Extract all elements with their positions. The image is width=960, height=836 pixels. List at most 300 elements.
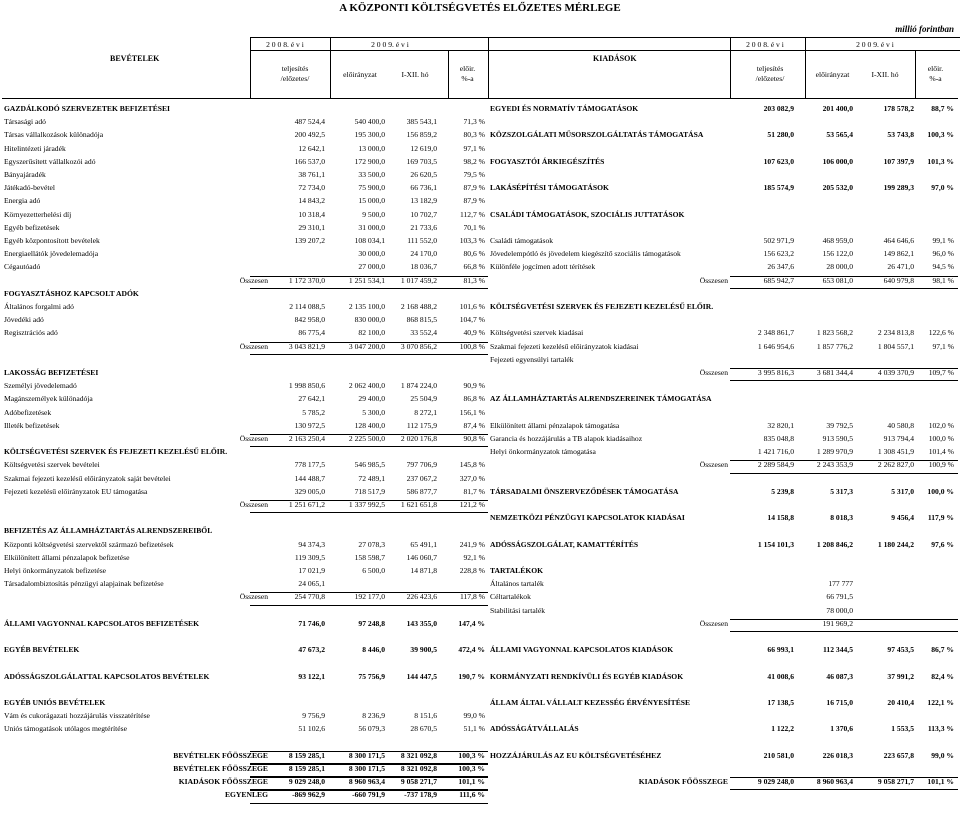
value-cell: 156 623,2 xyxy=(763,249,794,259)
total-label: Összesen xyxy=(239,500,268,509)
value-cell: 28 670,5 xyxy=(410,724,437,734)
value-cell: 27 078,3 xyxy=(358,539,385,549)
row-label: Adóbefizetések xyxy=(4,407,52,417)
value-cell: 26 347,6 xyxy=(767,262,794,272)
value-cell: 101,3 % xyxy=(927,156,954,166)
value-cell: 718 517,9 xyxy=(354,486,385,496)
row-rule xyxy=(250,500,488,501)
value-cell: 28 000,0 xyxy=(826,262,853,272)
section-heading: LAKOSSÁG BEFIZETÉSEI xyxy=(4,368,99,377)
row-rule xyxy=(250,592,488,593)
value-cell: 26 471,0 xyxy=(887,262,914,272)
total-label: Összesen xyxy=(699,618,728,628)
value-cell: 685 942,7 xyxy=(763,275,794,285)
value-cell: 9 756,9 xyxy=(302,711,325,721)
value-cell: 8 960 963,4 xyxy=(816,777,853,787)
row-label: Jövedéki adó xyxy=(4,315,44,325)
value-cell: 2 163 250,4 xyxy=(288,434,325,443)
value-cell: 16 715,0 xyxy=(826,698,853,707)
value-cell: 112 175,9 xyxy=(406,420,437,430)
row-rule xyxy=(730,619,958,620)
value-cell: 100,3 % xyxy=(927,130,954,140)
value-cell: 139 207,2 xyxy=(294,236,325,245)
value-cell: 468 959,0 xyxy=(822,236,853,245)
value-cell: 39 900,5 xyxy=(410,645,437,655)
value-cell: 65 491,1 xyxy=(410,539,437,549)
value-cell: 2 234 813,8 xyxy=(877,328,914,338)
row-label: Általános forgalmi adó xyxy=(4,302,74,311)
value-cell: 200 492,5 xyxy=(294,130,325,140)
value-cell: 99,0 % xyxy=(463,711,485,721)
value-cell: 101,4 % xyxy=(928,447,954,457)
value-cell: 31 000,0 xyxy=(358,222,385,232)
value-cell: 546 985,5 xyxy=(354,460,385,470)
value-cell: 146 060,7 xyxy=(406,552,437,562)
value-cell: 8 159 285,1 xyxy=(288,764,325,773)
value-cell: 5 239,8 xyxy=(771,486,794,496)
value-cell: 71,3 % xyxy=(463,117,485,127)
value-cell: 385 543,1 xyxy=(406,117,437,127)
value-cell: 29 400,0 xyxy=(358,394,385,404)
value-cell: 66 993,1 xyxy=(767,645,794,655)
value-cell: 17 021,9 xyxy=(298,566,325,575)
value-cell: 12 642,1 xyxy=(298,143,325,153)
value-cell: 88,7 % xyxy=(931,104,954,113)
row-rule xyxy=(250,803,488,804)
value-cell: 122,1 % xyxy=(927,698,954,707)
value-cell: 21 733,6 xyxy=(410,222,437,232)
value-cell: 241,9 % xyxy=(459,539,485,549)
value-cell: 87,4 % xyxy=(463,420,485,430)
value-cell: 210 581,0 xyxy=(763,750,794,760)
value-cell: 1 874 224,0 xyxy=(400,381,437,391)
value-cell: 9 058 271,7 xyxy=(877,777,914,787)
section-heading: KÖLTSÉGVETÉSI SZERVEK ÉS FEJEZETI KEZELÉSŰ ELŐIR. xyxy=(4,447,228,457)
value-cell: 226 018,3 xyxy=(822,750,853,760)
value-cell: 90,9 % xyxy=(463,381,485,391)
value-cell: 46 087,3 xyxy=(826,671,853,681)
value-cell: 226 423,6 xyxy=(406,592,437,602)
row-rule xyxy=(730,631,958,632)
value-cell: 472,4 % xyxy=(458,645,485,655)
expense-heading: KIADÁSOK xyxy=(593,54,637,63)
value-cell: -660 791,9 xyxy=(352,790,385,800)
row-label: Elkülönített állami pénzalapok befizetése xyxy=(4,552,130,562)
value-cell: 122,6 % xyxy=(928,328,954,338)
value-cell: 586 877,7 xyxy=(406,486,437,496)
value-cell: 2 114 088,5 xyxy=(289,302,325,311)
value-cell: 158 598,7 xyxy=(354,552,385,562)
row-label: Egyszerűsített vállalkozói adó xyxy=(4,156,96,166)
left-col-eloir: előir. xyxy=(459,64,476,73)
value-cell: 8 960 963,4 xyxy=(348,777,385,787)
value-cell: 797 706,9 xyxy=(406,460,437,470)
total-label: Összesen xyxy=(239,434,268,443)
value-cell: 86,7 % xyxy=(931,645,954,655)
value-cell: 72 734,0 xyxy=(298,183,325,193)
right-col-ixii: I-XII. hó xyxy=(871,70,899,79)
right-col-teljesites: teljesítés xyxy=(756,64,784,73)
value-cell: 40,9 % xyxy=(463,328,485,338)
value-cell: 87,9 % xyxy=(463,196,485,206)
section-heading: FOGYASZTÓI ÁRKIEGÉSZÍTÉS xyxy=(490,156,605,166)
value-cell: 2 020 176,8 xyxy=(400,434,437,443)
row-label: Egyéb központosított bevételek xyxy=(4,236,100,245)
unit-label: millió forintban xyxy=(895,24,954,34)
value-cell: 86 775,4 xyxy=(298,328,325,338)
value-cell: 1 553,5 xyxy=(891,724,914,734)
value-cell: 3 995 816,3 xyxy=(757,368,794,377)
row-label: Fejezeti kezelésű előirányzatok EU támogatása xyxy=(4,486,148,496)
value-cell: 2 135 100,0 xyxy=(348,302,385,311)
row-label: Energia adó xyxy=(4,196,41,206)
value-cell: 169 703,5 xyxy=(406,156,437,166)
row-rule xyxy=(250,790,488,791)
value-cell: 228,8 % xyxy=(459,566,485,575)
value-cell: 1 017 459,2 xyxy=(400,275,437,285)
value-cell: 223 657,8 xyxy=(883,750,914,760)
right-col-eloir: előir. xyxy=(927,64,944,73)
value-cell: 80,3 % xyxy=(463,130,485,140)
value-cell: 177 777 xyxy=(828,579,853,589)
value-cell: 98,1 % xyxy=(932,275,954,285)
value-cell: 117,8 % xyxy=(459,592,485,602)
value-cell: 1 823 568,2 xyxy=(816,328,853,338)
header-year-rule xyxy=(250,50,960,51)
value-cell: 1 421 716,0 xyxy=(757,447,794,457)
value-cell: 10 702,7 xyxy=(410,209,437,219)
value-cell: 9 029 248,0 xyxy=(288,777,325,787)
value-cell: 82 100,0 xyxy=(358,328,385,338)
value-cell: 18 036,7 xyxy=(410,262,437,272)
header-bottom-rule xyxy=(2,98,958,99)
value-cell: 653 081,0 xyxy=(822,275,853,285)
left-col-ixii: I-XII. hó xyxy=(401,70,429,79)
value-cell: 97 453,5 xyxy=(887,645,914,655)
total-label: Összesen xyxy=(239,341,268,351)
value-cell: 40 580,8 xyxy=(887,420,914,430)
left-col-teljesites-sub: /előzetes/ xyxy=(280,74,310,83)
value-cell: 66,8 % xyxy=(463,262,485,272)
value-cell: 5 300,0 xyxy=(362,407,385,417)
value-cell: 94 374,3 xyxy=(298,539,325,549)
value-cell: 81,7 % xyxy=(463,486,485,496)
left-year-2008: 2 0 0 8. é v i xyxy=(266,40,304,49)
value-cell: 913 794,4 xyxy=(883,434,914,443)
value-cell: 9 500,0 xyxy=(362,209,385,219)
row-label: Stabilitási tartalék xyxy=(490,605,546,615)
value-cell: 9 456,4 xyxy=(891,513,914,523)
right-year-2009: 2 0 0 9. é v i xyxy=(856,40,894,49)
value-cell: 130 972,5 xyxy=(294,420,325,430)
header-divider xyxy=(488,37,489,98)
value-cell: 14 871,8 xyxy=(410,566,437,575)
total-label: BEVÉTELEK FŐÖSSZEGE xyxy=(173,764,268,773)
value-cell: 86,8 % xyxy=(463,394,485,404)
total-label: KIADÁSOK FŐÖSSZEGE xyxy=(638,777,728,787)
section-heading: EGYEDI ÉS NORMATÍV TÁMOGATÁSOK xyxy=(490,104,639,113)
row-rule xyxy=(250,342,488,343)
value-cell: 502 971,9 xyxy=(763,236,794,245)
total-label: Összesen xyxy=(699,368,728,377)
value-cell: 112,7 % xyxy=(459,209,485,219)
value-cell: 3 070 856,2 xyxy=(400,341,437,351)
value-cell: 1 154 101,3 xyxy=(757,539,794,549)
value-cell: 100,8 % xyxy=(459,341,485,351)
header-divider xyxy=(250,37,251,98)
value-cell: 2 262 827,0 xyxy=(877,460,914,470)
row-rule xyxy=(730,276,958,277)
right-col-teljesites-sub: /előzetes/ xyxy=(755,74,785,83)
row-rule xyxy=(250,434,488,435)
value-cell: 27 000,0 xyxy=(358,262,385,272)
section-heading: HOZZÁJÁRULÁS AZ EU KÖLTSÉGVETÉSÉHEZ xyxy=(490,750,662,760)
value-cell: 103,3 % xyxy=(459,236,485,245)
row-label: Általános tartalék xyxy=(490,579,544,589)
row-label: Céltartalékok xyxy=(490,592,531,602)
value-cell: 1 370,6 xyxy=(830,724,853,734)
row-rule xyxy=(250,446,488,447)
section-heading: ADÓSSÁGSZOLGÁLAT, KAMATTÉRÍTÉS xyxy=(490,539,639,549)
row-rule xyxy=(730,368,958,369)
value-cell: 75 900,0 xyxy=(358,183,385,193)
total-label: KIADÁSOK FŐÖSSZEGE xyxy=(178,777,268,787)
value-cell: 111,6 % xyxy=(459,790,485,800)
value-cell: 100,9 % xyxy=(928,460,954,470)
value-cell: 10 318,4 xyxy=(298,209,325,219)
value-cell: -869 962,9 xyxy=(292,790,325,800)
value-cell: 17 138,5 xyxy=(767,698,794,707)
section-heading: LAKÁSÉPÍTÉSI TÁMOGATÁSOK xyxy=(490,183,609,193)
value-cell: 70,1 % xyxy=(463,222,485,232)
value-cell: 113,3 % xyxy=(927,724,954,734)
value-cell: 79,5 % xyxy=(463,170,485,179)
header-top-rule xyxy=(250,37,960,38)
value-cell: 1 251 671,2 xyxy=(288,500,325,509)
value-cell: 144 488,7 xyxy=(294,473,325,483)
value-cell: 37 991,2 xyxy=(887,671,914,681)
value-cell: 15 000,0 xyxy=(358,196,385,206)
value-cell: 51 102,6 xyxy=(298,724,325,734)
row-rule xyxy=(250,777,488,778)
value-cell: 6 500,0 xyxy=(362,566,385,575)
value-cell: 540 400,0 xyxy=(354,117,385,127)
value-cell: 2 062 400,0 xyxy=(348,381,385,391)
value-cell: 185 574,9 xyxy=(763,183,794,193)
section-heading: KORMÁNYZATI RENDKÍVÜLI ÉS EGYÉB KIADÁSOK xyxy=(490,671,684,681)
value-cell: 51,1 % xyxy=(463,724,485,734)
value-cell: 33 552,4 xyxy=(410,328,437,338)
row-label: Családi támogatások xyxy=(490,236,554,245)
right-col-eloir-sub: %-a xyxy=(929,74,942,83)
value-cell: 778 177,5 xyxy=(294,460,325,470)
value-cell: 2 225 500,0 xyxy=(348,434,385,443)
left-col-teljesites: teljesítés xyxy=(281,64,309,73)
value-cell: 82,4 % xyxy=(931,671,954,681)
value-cell: 2 243 353,9 xyxy=(816,460,853,470)
value-cell: 1 180 244,2 xyxy=(877,539,914,549)
row-label: Helyi önkormányzatok támogatása xyxy=(490,447,596,457)
row-label: Magánszemélyek különadója xyxy=(4,394,93,404)
value-cell: 329 005,0 xyxy=(294,486,325,496)
value-cell: 2 168 488,2 xyxy=(400,302,437,311)
value-cell: 66 736,1 xyxy=(410,183,437,193)
value-cell: 2 289 584,9 xyxy=(757,460,794,470)
section-heading: EGYÉB UNIÓS BEVÉTELEK xyxy=(4,698,106,707)
value-cell: 32 820,1 xyxy=(767,420,794,430)
total-label: Összesen xyxy=(239,275,268,285)
value-cell: 5 785,2 xyxy=(302,407,325,417)
section-heading: TÁRSADALMI ÖNSZERVEZŐDÉSEK TÁMOGATÁSA xyxy=(490,486,679,496)
value-cell: 75 756,9 xyxy=(358,671,385,681)
value-cell: 842 958,0 xyxy=(294,315,325,325)
row-label: Környezetterhelési díj xyxy=(4,209,72,219)
header-divider xyxy=(915,50,916,98)
value-cell: 8 321 092,8 xyxy=(400,750,437,760)
header-divider xyxy=(448,50,449,98)
value-cell: 190,7 % xyxy=(458,671,485,681)
value-cell: 71 746,0 xyxy=(298,618,325,628)
value-cell: 30 000,0 xyxy=(358,249,385,259)
row-label: Szakmai fejezeti kezelésű előirányzatok kiadásai xyxy=(490,341,639,351)
value-cell: 106 000,0 xyxy=(822,156,853,166)
header-divider xyxy=(805,37,806,98)
value-cell: 156 859,2 xyxy=(406,130,437,140)
section-heading: ÁLLAMI VAGYONNAL KAPCSOLATOS BEFIZETÉSEK xyxy=(4,618,200,628)
row-label: Társasági adó xyxy=(4,117,46,127)
value-cell: 8 300 171,5 xyxy=(348,750,385,760)
value-cell: 199 289,3 xyxy=(883,183,914,193)
left-col-eloir-sub: %-a xyxy=(461,74,474,83)
value-cell: 33 500,0 xyxy=(358,170,385,179)
section-heading: ÁLLAMI VAGYONNAL KAPCSOLATOS KIADÁSOK xyxy=(490,645,674,655)
value-cell: 205 532,0 xyxy=(822,183,853,193)
page-title: A KÖZPONTI KÖLTSÉGVETÉS ELŐZETES MÉRLEGE xyxy=(339,2,621,14)
row-rule xyxy=(250,354,488,355)
row-rule xyxy=(250,288,488,289)
row-rule xyxy=(250,751,488,752)
value-cell: 41 008,6 xyxy=(767,671,794,681)
value-cell: 203 082,9 xyxy=(763,104,794,113)
value-cell: 38 761,1 xyxy=(298,170,325,179)
value-cell: 1 289 970,9 xyxy=(816,447,853,457)
value-cell: 3 047 200,0 xyxy=(348,341,385,351)
value-cell: 72 489,1 xyxy=(358,473,385,483)
section-heading: NEMZETKÖZI PÉNZÜGYI KAPCSOLATOK KIADÁSAI xyxy=(490,513,685,523)
value-cell: 13 000,0 xyxy=(358,143,385,153)
value-cell: 8 018,3 xyxy=(830,513,853,523)
value-cell: 1 998 850,6 xyxy=(288,381,325,391)
row-label: Fejezeti egyensúlyi tartalék xyxy=(490,354,574,364)
value-cell: 101,1 % xyxy=(927,777,954,787)
value-cell: 143 355,0 xyxy=(406,618,437,628)
row-label: Helyi önkormányzatok befizetése xyxy=(4,566,107,575)
value-cell: 111 552,0 xyxy=(407,236,437,245)
value-cell: 1 621 651,8 xyxy=(400,500,437,509)
value-cell: 80,6 % xyxy=(463,249,485,259)
value-cell: 12 619,0 xyxy=(410,143,437,153)
value-cell: 27 642,1 xyxy=(298,394,325,404)
value-cell: 1 804 557,1 xyxy=(877,341,914,351)
total-label: EGYENLEG xyxy=(224,790,268,800)
value-cell: 98,2 % xyxy=(463,156,485,166)
row-rule xyxy=(730,777,958,778)
row-label: Központi költségvetési szervektől származó befizetések xyxy=(4,539,174,549)
value-cell: 14 843,2 xyxy=(298,196,325,206)
value-cell: 464 646,6 xyxy=(883,236,914,245)
value-cell: 96,0 % xyxy=(932,249,954,259)
row-label: Különféle jogcímen adott térítések xyxy=(490,262,596,272)
value-cell: 107 623,0 xyxy=(763,156,794,166)
value-cell: 1 251 534,1 xyxy=(348,275,385,285)
value-cell: 26 620,5 xyxy=(410,170,437,179)
value-cell: 107 397,9 xyxy=(883,156,914,166)
row-label: Garancia és hozzájárulás a TB alapok kiadásaihoz xyxy=(490,434,643,443)
value-cell: 93 122,1 xyxy=(298,671,325,681)
value-cell: 39 792,5 xyxy=(826,420,853,430)
row-label: Vám és cukorágazati hozzájárulás visszatérítése xyxy=(4,711,150,721)
value-cell: 1 208 846,2 xyxy=(816,539,853,549)
section-heading: GAZDÁLKODÓ SZERVEZETEK BEFIZETÉSEI xyxy=(4,104,171,113)
value-cell: 192 177,0 xyxy=(354,592,385,602)
value-cell: 1 337 992,5 xyxy=(348,500,385,509)
section-heading: TARTALÉKOK xyxy=(490,566,544,575)
row-label: Személyi jövedelemadó xyxy=(4,381,77,391)
header-divider xyxy=(330,37,331,98)
value-cell: 178 578,2 xyxy=(883,104,914,113)
value-cell: 66 791,5 xyxy=(826,592,853,602)
value-cell: 254 770,8 xyxy=(294,592,325,602)
value-cell: 101,6 % xyxy=(459,302,485,311)
value-cell: 191 969,2 xyxy=(822,618,853,628)
value-cell: 195 300,0 xyxy=(354,130,385,140)
left-col-eloiranyzat: előirányzat xyxy=(343,70,377,79)
section-heading: AZ ÁLLAMHÁZTARTÁS ALRENDSZEREINEK TÁMOGATÁSA xyxy=(490,394,712,404)
value-cell: 8 151,6 xyxy=(414,711,437,721)
value-cell: 1 122,2 xyxy=(771,724,794,734)
value-cell: 90,8 % xyxy=(463,434,485,443)
row-rule xyxy=(730,380,958,381)
row-label: Egyéb befizetések xyxy=(4,222,60,232)
section-heading: FOGYASZTÁSHOZ KAPCSOLT ADÓK xyxy=(4,288,139,298)
row-label: Játékadó-bevétel xyxy=(4,183,56,193)
value-cell: 8 446,0 xyxy=(362,645,385,655)
value-cell: 144 447,5 xyxy=(406,671,437,681)
value-cell: 8 272,1 xyxy=(414,407,437,417)
value-cell: 166 537,0 xyxy=(294,156,325,166)
value-cell: 1 172 370,0 xyxy=(288,275,325,285)
value-cell: 835 048,8 xyxy=(763,434,794,443)
section-heading: CSALÁDI TÁMOGATÁSOK, SZOCIÁLIS JUTTATÁSOK xyxy=(490,209,685,219)
row-label: Költségvetési szervek bevételei xyxy=(4,460,100,470)
value-cell: 830 000,0 xyxy=(354,315,385,325)
value-cell: 156 122,0 xyxy=(822,249,853,259)
value-cell: 97,1 % xyxy=(463,143,485,153)
section-heading: ÁLLAM ÁLTAL VÁLLALT KEZESSÉG ÉRVÉNYESÍTÉSE xyxy=(490,698,691,707)
section-heading: ADÓSSÁGSZOLGÁLATTAL KAPCSOLATOS BEVÉTELEK xyxy=(4,671,210,681)
right-year-2008: 2 0 0 8. é v i xyxy=(746,40,784,49)
row-label: Elkülönített állami pénzalapok támogatása xyxy=(490,420,620,430)
value-cell: 109,7 % xyxy=(928,368,954,377)
row-label: Társadalombiztosítás pénzügyi alapjainak befizetése xyxy=(4,579,164,589)
row-rule xyxy=(250,276,488,277)
value-cell: 14 158,8 xyxy=(767,513,794,523)
value-cell: 92,1 % xyxy=(463,552,485,562)
left-year-2009: 2 0 0 9. é v i xyxy=(371,40,409,49)
section-heading: KÖLTSÉGVETÉSI SZERVEK ÉS FEJEZETI KEZELÉSŰ ELŐIR. xyxy=(490,302,714,311)
row-label: Társas vállalkozások különadója xyxy=(4,130,104,140)
value-cell: 119 309,5 xyxy=(294,552,325,562)
